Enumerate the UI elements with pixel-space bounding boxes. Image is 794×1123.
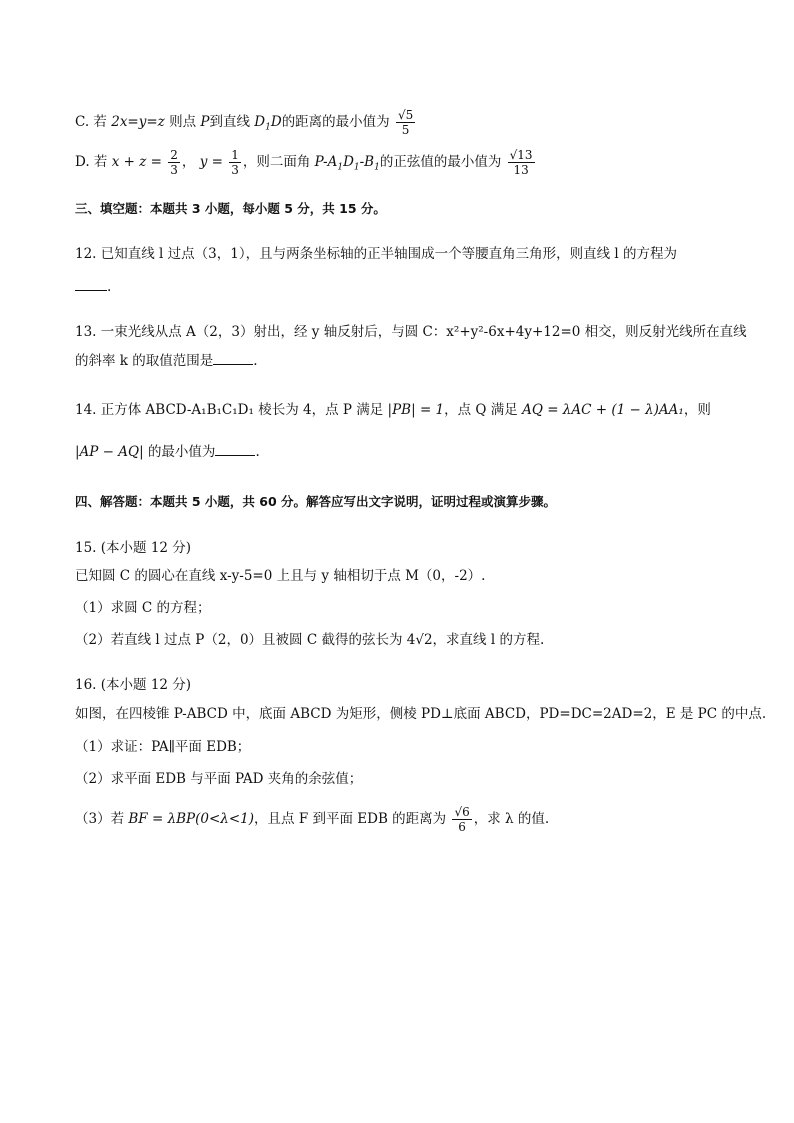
q14-answer-blank[interactable]: [215, 441, 255, 456]
q15-stem: 已知圆 C 的圆心在直线 x-y-5=0 上且与 y 轴相切于点 M（0，-2）.: [75, 568, 486, 584]
option-c-point: P: [200, 114, 210, 130]
q15-part-2-end: ，求直线 l 的方程.: [432, 632, 545, 648]
q16-stem: 如图，在四棱锥 P-ABCD 中，底面 ABCD 为矩形，侧棱 PD⊥底面 ABCD，PD=DC=2AD=2，E 是 PC 的中点.: [75, 706, 767, 722]
q14-pb-condition: |PB| = 1: [387, 402, 445, 418]
q14-line-end: .: [255, 444, 260, 460]
q13-text: 的斜率 k 的取值范围是: [75, 353, 214, 369]
option-c: [75, 108, 417, 138]
option-c-prefix: C. 若: [75, 114, 107, 130]
q13-line-2: [75, 350, 258, 371]
option-d-fraction: [508, 148, 535, 177]
q13-answer-blank[interactable]: [213, 350, 253, 365]
q12-end: .: [107, 279, 112, 295]
option-d-mid: ，则二面角: [242, 154, 311, 170]
option-d-cond1: x + z =: [111, 154, 162, 170]
option-c-frac-num: √5: [397, 108, 414, 122]
q14-expression: |AP − AQ|: [75, 444, 144, 460]
option-d-angle: $P-A_1D_1-B_1$: [314, 154, 380, 173]
q12-line-1: 12. 已知直线 l 过点（3，1），且与两条坐标轴的正半轴围成一个等腰直角三角形，则直线 l 的方程为: [75, 246, 677, 262]
q16-part-1: （1）求证：PA∥平面 EDB；: [75, 739, 251, 755]
q14-line-2: [75, 441, 260, 462]
option-d-cond2-num: 1: [231, 148, 239, 162]
q15-part-2: [75, 630, 544, 650]
option-d-cond2-den: 3: [231, 163, 239, 177]
q15-chord-length: 4√2: [406, 632, 433, 648]
q12-line-2: [75, 276, 111, 297]
q14-end: ，则: [683, 402, 711, 418]
q16-part-3-prefix: （3）若: [75, 811, 125, 827]
q14-mid: ，点 Q 满足: [444, 402, 518, 418]
q13-line-1: 13. 一束光线从点 A（2，3）射出，经 y 轴反射后，与圆 C：x²+y²-6x+4y+12=0 相交，则反射光线所在直线: [75, 324, 747, 340]
option-c-to: 到直线: [209, 114, 250, 130]
option-c-line: $D_1D$: [254, 114, 282, 133]
section-3-heading: 三、填空题：本题共 3 小题，每小题 5 分，共 15 分。: [75, 201, 386, 216]
q16-title: 16. (本小题 12 分): [75, 677, 192, 693]
option-d-cond1-frac: [168, 148, 180, 177]
q16-bf-expression: BF = λBP(0<λ<1): [128, 811, 255, 827]
option-d-angle-text: P-A: [314, 154, 338, 170]
option-d-cond1-den: 3: [170, 163, 178, 177]
option-d-cond2: y =: [199, 154, 223, 170]
option-d-frac-num: √13: [509, 148, 533, 162]
option-c-fraction: [396, 108, 415, 137]
option-d-cond1-num: 2: [170, 148, 178, 162]
q16-part-3-text: ，且点 F 到平面 EDB 的距离为: [254, 811, 447, 827]
q15-title: 15. (本小题 12 分): [75, 540, 192, 556]
option-c-suffix: 的距离的最小值为: [281, 114, 390, 130]
option-d-comma: ，: [181, 154, 196, 170]
q12-answer-blank[interactable]: [75, 276, 107, 291]
q15-part-2-text: （2）若直线 l 过点 P（2，0）且被圆 C 截得的弦长为: [75, 632, 403, 648]
q14-aq-condition: AQ = λAC + (1 − λ)AA₁: [522, 402, 684, 418]
option-c-line-d: D: [254, 114, 266, 130]
q16-frac-den: 6: [458, 820, 466, 834]
q16-part-3: [75, 805, 549, 834]
q14-line-1: [75, 400, 711, 420]
q15-part-1: （1）求圆 C 的方程；: [75, 600, 211, 616]
option-d-frac-den: 13: [513, 163, 529, 177]
q16-part-2: （2）求平面 EDB 与平面 PAD 夹角的余弦值；: [75, 771, 363, 787]
q16-frac-num: √6: [454, 805, 470, 819]
q16-part-3-end: ，求 λ 的值.: [473, 811, 550, 827]
option-d-suffix: 的正弦值的最小值为: [379, 154, 502, 170]
option-c-condition: 2x=y=z: [111, 114, 165, 130]
option-c-mid: 则点: [169, 114, 197, 130]
option-c-frac-den: 5: [401, 123, 410, 137]
section-4-heading: 四、解答题：本题共 5 小题，共 60 分。解答应写出文字说明，证明过程或演算步骤。: [75, 494, 557, 509]
option-d-cond2-frac: [229, 148, 241, 177]
option-d-prefix: D. 若: [75, 154, 108, 170]
q13-end: .: [253, 353, 258, 369]
q14-text: 14. 正方体 ABCD-A₁B₁C₁D₁ 棱长为 4，点 P 满足: [75, 402, 384, 418]
option-d: [75, 148, 537, 178]
q14-min-text: 的最小值为: [147, 444, 216, 460]
q16-distance-fraction: [452, 805, 471, 834]
